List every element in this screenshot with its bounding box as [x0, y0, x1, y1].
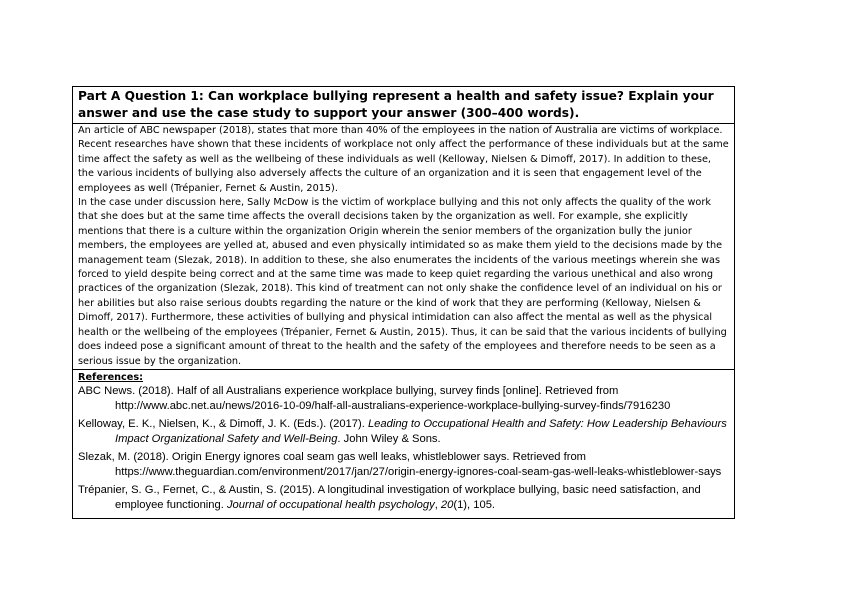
reference-item: Slezak, M. (2018). Origin Energy ignores coal seam gas well leaks, whistleblower says. Retrieved from https://www.theguardian.com/environment/2017/jan/27/origin-energy-ignores-coal-seam-gas-well-leaks-whistleblower-says [78, 450, 722, 479]
reference-item: ABC News. (2018). Half of all Australians experience workplace bullying, survey finds [online]. Retrieved from http://www.abc.net.au/news/2016-10-09/half-all-australians-experience-workplace-bullying-survey-finds/7916230 [78, 384, 671, 413]
reference-book-title: Leading to Occupational Health and Safety: How Leadership Behaviours Impact Organizational Safety and Well-Being [115, 417, 727, 446]
references-heading: References: [78, 371, 144, 383]
reference-item: Kelloway, E. K., Nielsen, K., & Dimoff, J. K. (Eds.). (2017). Leading to Occupational Health and Safety: How Leadership Behaviours Impact Organizational Safety and Well-Being. John Wiley & Sons. [78, 417, 727, 446]
question-heading [73, 87, 734, 124]
reference-journal-title: Journal of occupational health psychology [226, 499, 435, 512]
answer-paragraph: In the case under discussion here, Sally McDow is the victim of workplace bullying and this not only affects the quality of the work that she does but at the same time affects the overall decisions taken by the organization as well. For example, she explicitly mentions that there is a culture within the organization Origin wherein the senior members of the organization bully the junior members, the employees are yelled at, abused and even physically intimidated so as make them yield to the decisions made by the management team (Slezak, 2018). In addition to these, she also enumerates the incidents of the various meetings wherein she was forced to yield despite being correct and at the same time was made to keep quiet regarding the various unethical and also wrong practices of the organization (Slezak, 2018). This kind of treatment can not only shake the confidence level of an individual on his or her abilities but also raise serious doubts regarding the nature or the kind of work that they are performing (Kelloway, Nielsen & Dimoff, 2017). Furthermore, these activities of bullying and physical intimidation can also affect the mental as well as the physical health or the wellbeing of the employees (Trépanier, Fernet & Austin, 2015). Thus, it can be said that the various incidents of bullying does indeed pose a significant amount of threat to the health and the safety of the employees and therefore needs to be seen as a serious issue by the organization. [78, 197, 727, 367]
question-title: Part A Question 1: Can workplace bullying represent a health and safety issue? Explain your answer and use the case study to support your answer (300–400 words). [78, 89, 714, 120]
reference-volume: 20 [440, 499, 454, 512]
reference-item: Trépanier, S. G., Fernet, C., & Austin, S. (2015). A longitudinal investigation of workplace bullying, basic need satisfaction, and employee functioning. Journal of occupational health psychology, 20(1), 105. [78, 483, 701, 512]
answer-paragraph: An article of ABC newspaper (2018), states that more than 40% of the employees in the nation of Australia are victims of workplace. Recent researches have shown that these incidents of workplace not only affect the performance of these individuals but at the same time affect the safety as well as the wellbeing of these individuals as well (Kelloway, Nielsen & Dimoff, 2017). In addition to these, the various incidents of bullying also adversely affects the culture of an organization and it is seen that engagement level of the employees as well (Trépanier, Fernet & Austin, 2015). [78, 125, 729, 194]
references-section [73, 370, 734, 518]
answer-body [73, 124, 734, 370]
assignment-table [72, 86, 735, 519]
